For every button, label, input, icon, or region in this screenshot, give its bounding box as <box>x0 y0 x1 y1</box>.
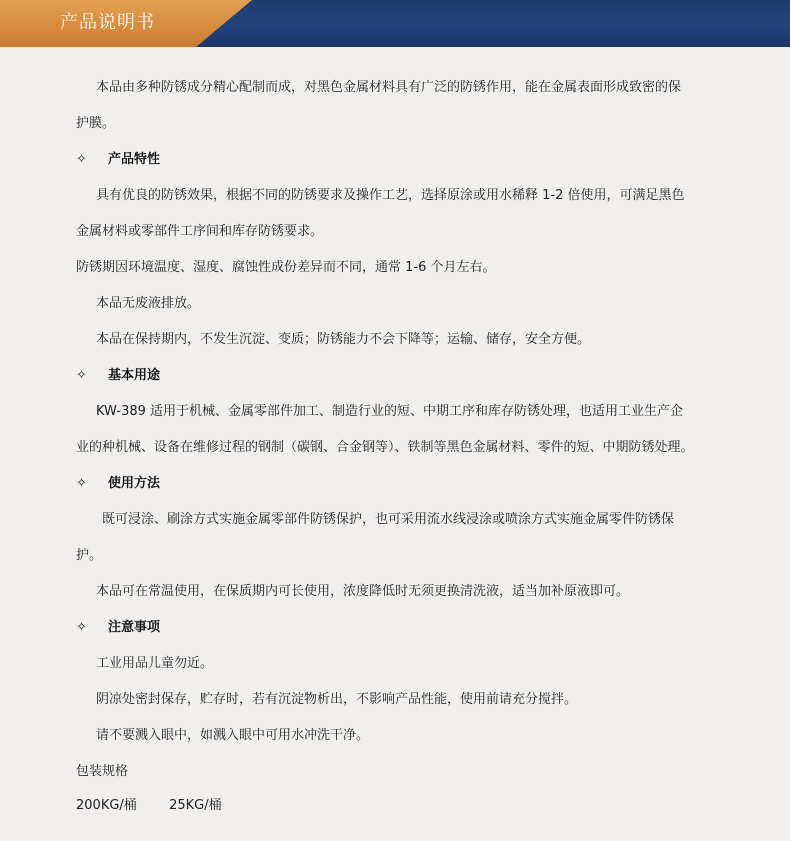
features-line-3: 防锈期因环境温度、湿度、腐蚀性成份差异而不同，通常 1-6 个月左右。 <box>76 260 496 275</box>
packaging-option-200kg: 200KG/桶 <box>76 798 137 813</box>
usage-line-1: KW-389 适用于机械、金属零部件加工、制造行业的短、中期工序和库存防锈处理，也适用工业生产企 <box>96 404 684 419</box>
notes-line-2: 阴凉处密封保存，贮存时，若有沉淀物析出，不影响产品性能，使用前请充分搅拌。 <box>96 692 578 707</box>
section-title: 产品特性 <box>108 152 161 167</box>
notes-line-3: 请不要溅入眼中，如溅入眼中可用水冲洗干净。 <box>96 728 370 743</box>
section-title: 基本用途 <box>108 368 161 383</box>
features-line-2: 金属材料或零部件工序间和库存防锈要求。 <box>76 224 324 239</box>
method-line-3: 本品可在常温使用，在保质期内可长使用，浓度降低时无须更换清洗液，适当加补原液即可。 <box>96 584 630 599</box>
features-line-1: 具有优良的防锈效果，根据不同的防锈要求及操作工艺，选择原涂或用水稀释 1-2 倍使用，可满足黑色 <box>96 188 685 203</box>
features-line-5: 本品在保持期内，不发生沉淀、变质；防锈能力不会下降等；运输、储存，安全方便。 <box>96 332 591 347</box>
diamond-bullet-icon: ✧ <box>76 152 87 167</box>
packaging-option-25kg: 25KG/桶 <box>169 798 222 813</box>
packaging-options <box>76 797 222 815</box>
section-title: 使用方法 <box>108 476 161 491</box>
page-title: 产品说明书 <box>60 12 155 33</box>
features-line-4: 本品无废液排放。 <box>96 296 201 311</box>
diamond-bullet-icon: ✧ <box>76 368 87 383</box>
packaging-title: 包装规格 <box>76 764 129 779</box>
header-banner <box>0 0 790 47</box>
usage-line-2: 业的种机械、设备在维修过程的钢制（碳钢、合金钢等）、铁制等黑色金属材料、零件的短、中期防锈处理。 <box>76 440 694 455</box>
method-line-2: 护。 <box>76 548 103 563</box>
notes-line-1: 工业用品儿童勿近。 <box>96 656 214 671</box>
intro-line-1: 本品由多种防锈成分精心配制而成，对黑色金属材料具有广泛的防锈作用，能在金属表面形成致密的保 <box>96 80 682 95</box>
intro-line-2: 护膜。 <box>76 116 116 131</box>
method-line-1: 既可浸涂、刷涂方式实施金属零部件防锈保护，也可采用流水线浸涂或喷涂方式实施金属零件防锈保 <box>102 512 675 527</box>
section-title: 注意事项 <box>108 620 161 635</box>
diamond-bullet-icon: ✧ <box>76 476 87 491</box>
diamond-bullet-icon: ✧ <box>76 620 87 635</box>
